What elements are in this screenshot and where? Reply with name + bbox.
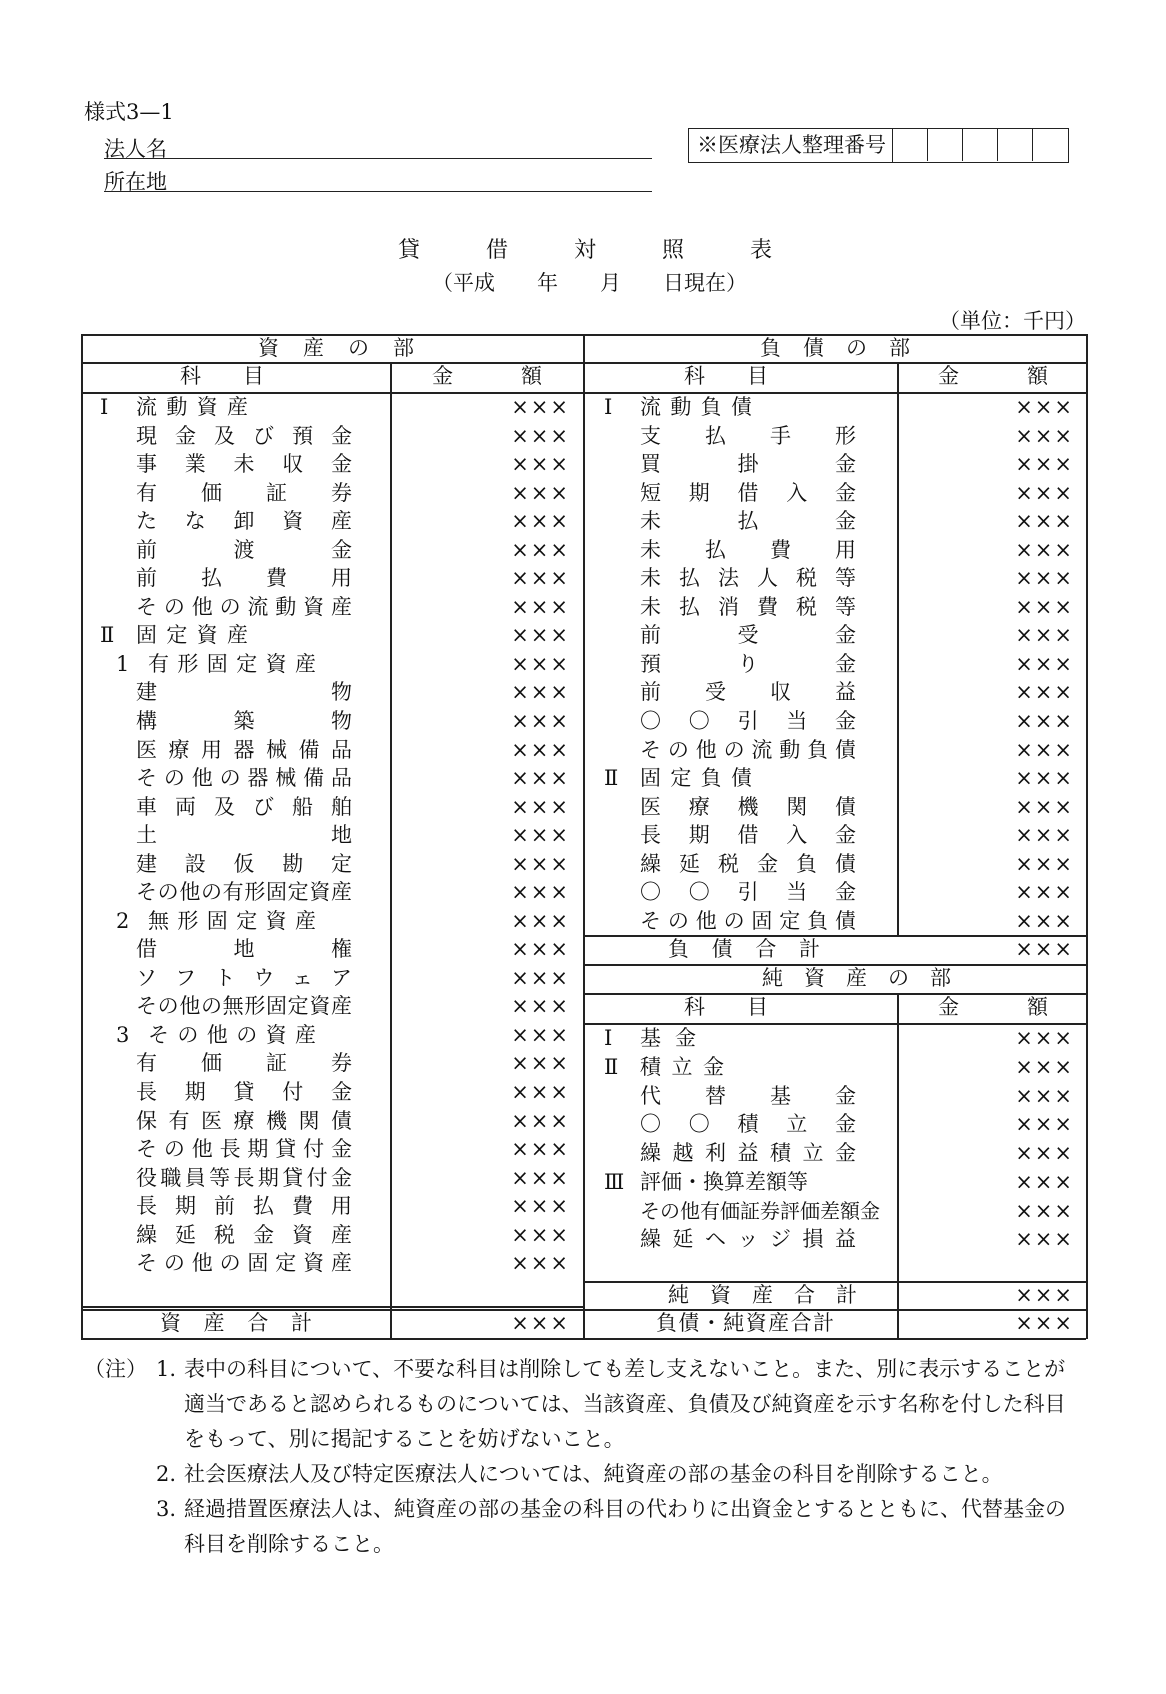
- account-item: 前渡金: [136, 537, 352, 562]
- item-number: Ⅱ: [604, 1055, 619, 1079]
- rule-line: [81, 334, 83, 1339]
- corp-name-field[interactable]: [104, 138, 652, 159]
- account-item: 前払費用: [136, 566, 352, 591]
- account-item: 構築物: [136, 708, 352, 733]
- rule-line: [897, 993, 899, 1339]
- amount-value[interactable]: ×××: [1015, 708, 1074, 733]
- amount-value[interactable]: ×××: [511, 594, 570, 619]
- amount-value[interactable]: ×××: [1015, 509, 1074, 534]
- account-item: その他の器械備品: [136, 766, 352, 791]
- amount-value[interactable]: ×××: [1015, 1055, 1074, 1079]
- amount-value[interactable]: ×××: [511, 423, 570, 448]
- item-number: Ⅱ: [604, 766, 619, 791]
- address-field[interactable]: [104, 171, 652, 192]
- amount-value[interactable]: ×××: [511, 1108, 570, 1133]
- page-title: 貸 借 対 照 表: [398, 238, 772, 263]
- amount-value[interactable]: ×××: [1015, 794, 1074, 819]
- amount-value[interactable]: ×××: [1015, 1112, 1074, 1137]
- amount-value[interactable]: ×××: [511, 509, 570, 534]
- amount-value[interactable]: ×××: [1015, 537, 1074, 562]
- amount-value[interactable]: ×××: [1015, 1198, 1074, 1223]
- account-item: 代替基金: [640, 1083, 856, 1108]
- account-item: 車両及び船舶: [136, 794, 352, 819]
- section-header: 負 債 の 部: [760, 336, 910, 360]
- amount-value[interactable]: ×××: [511, 851, 570, 876]
- account-item: 繰延税金資産: [136, 1222, 352, 1247]
- amount-value[interactable]: ×××: [1015, 680, 1074, 705]
- amount-value[interactable]: ×××: [511, 937, 570, 962]
- account-item: 借地権: [136, 937, 352, 962]
- item-number: Ⅰ: [604, 1026, 613, 1051]
- account-item: 繰越利益積立金: [640, 1141, 856, 1166]
- column-header: 科 目: [684, 995, 768, 1020]
- account-item: 評価・換算差額等: [640, 1169, 808, 1194]
- account-item: 繰延ヘッジ損益: [640, 1227, 856, 1252]
- note-text: 表中の科目について、不要な科目は削除しても差し支えないこと。また、別に表示することが適当であると認められるものについては、当該資産、負債及び純資産を示す名称を付した科目をもって、別に掲記することを妨げないこと。: [184, 1357, 1066, 1451]
- account-item: 建物: [136, 680, 352, 705]
- date-line: （平成 年 月 日現在）: [432, 271, 747, 295]
- amount-value[interactable]: ×××: [511, 452, 570, 477]
- account-item: 未払費用: [640, 537, 856, 562]
- rule-line: [1086, 334, 1088, 1339]
- column-header: 科 目: [684, 364, 768, 388]
- note-item: [84, 1457, 1084, 1492]
- amount-value[interactable]: ×××: [511, 1165, 570, 1190]
- account-item: その他の固定負債: [640, 908, 856, 933]
- amount-value[interactable]: ×××: [511, 1251, 570, 1276]
- account-item: 〇〇引当金: [640, 880, 856, 905]
- liab-net-total-label: 負債・純資産合計: [656, 1311, 834, 1335]
- amount-value[interactable]: ×××: [511, 794, 570, 819]
- amount-value[interactable]: ×××: [1015, 1283, 1074, 1307]
- corp-number-cell[interactable]: [963, 129, 998, 161]
- amount-value[interactable]: ×××: [1015, 1141, 1074, 1166]
- note-item: [84, 1492, 1084, 1562]
- unit-label: （単位：千円）: [939, 309, 1086, 333]
- notes: [84, 1352, 1084, 1562]
- amount-value[interactable]: ×××: [511, 537, 570, 562]
- rule-line: [390, 362, 392, 1339]
- amount-value[interactable]: ×××: [1015, 880, 1074, 905]
- account-item: その他の流動資産: [136, 594, 352, 619]
- rule-line: [81, 1306, 583, 1308]
- amount-value[interactable]: ×××: [1015, 1169, 1074, 1194]
- amount-value[interactable]: ×××: [511, 680, 570, 705]
- account-item: 役職員等長期貸付金: [136, 1165, 352, 1190]
- amount-value[interactable]: ×××: [511, 1022, 570, 1047]
- account-item: その他の流動負債: [640, 737, 856, 762]
- section-header: 純 資 産 の 部: [762, 966, 951, 991]
- amount-value[interactable]: ×××: [1015, 851, 1074, 876]
- amount-value[interactable]: ×××: [1015, 651, 1074, 676]
- section-header: 資 産 の 部: [258, 336, 414, 360]
- note-item: [84, 1352, 1084, 1457]
- account-item: 未払金: [640, 509, 856, 534]
- account-item: 長期借入金: [640, 823, 856, 848]
- column-header: 金 額: [432, 364, 542, 388]
- item-number: 3: [116, 1022, 130, 1047]
- account-item: その他の固定資産: [136, 1251, 352, 1276]
- account-item: 預り金: [640, 651, 856, 676]
- corp-number-cell[interactable]: [928, 129, 963, 161]
- amount-value[interactable]: ×××: [511, 965, 570, 990]
- corp-number-cell[interactable]: [998, 129, 1033, 161]
- note-number: 3.: [156, 1497, 177, 1521]
- account-item: 無形固定資産: [148, 908, 316, 933]
- account-item: その他の無形固定資産: [136, 994, 352, 1019]
- amount-value[interactable]: ×××: [511, 1080, 570, 1104]
- column-header: 金 額: [938, 995, 1048, 1020]
- account-item: その他の有形固定資産: [136, 880, 352, 905]
- amount-value[interactable]: ×××: [1015, 594, 1074, 619]
- account-item: 有価証券: [136, 480, 352, 505]
- amount-value[interactable]: ×××: [511, 480, 570, 505]
- account-item: 前受収益: [640, 680, 856, 705]
- account-item: その他長期貸付金: [136, 1137, 352, 1162]
- column-header: 金 額: [938, 364, 1048, 388]
- account-item: 未払消費税等: [640, 594, 856, 619]
- account-item: 長期貸付金: [136, 1080, 352, 1104]
- note-number: 1.: [156, 1357, 177, 1381]
- amount-value[interactable]: ×××: [511, 566, 570, 591]
- amount-value[interactable]: ×××: [1015, 623, 1074, 648]
- amount-value[interactable]: ×××: [1015, 395, 1074, 419]
- item-number: Ⅲ: [604, 1169, 625, 1194]
- amount-value[interactable]: ×××: [511, 1194, 570, 1219]
- assets-total-label: 資 産 合 計: [160, 1311, 312, 1335]
- account-item: 土地: [136, 823, 352, 848]
- account-item: 支払手形: [640, 423, 856, 448]
- amount-value[interactable]: ×××: [511, 708, 570, 733]
- amount-value[interactable]: ×××: [511, 737, 570, 762]
- amount-value[interactable]: ×××: [1015, 737, 1074, 762]
- account-item: 未払法人税等: [640, 566, 856, 591]
- note-number: 2.: [156, 1462, 177, 1486]
- item-number: 2: [116, 908, 130, 933]
- amount-value[interactable]: ×××: [511, 908, 570, 933]
- corp-name-label: 法人名: [104, 137, 167, 161]
- account-item: 積立金: [640, 1055, 724, 1079]
- rule-line: [583, 334, 585, 1339]
- item-number: Ⅰ: [100, 395, 109, 419]
- amount-value[interactable]: ×××: [511, 1051, 570, 1076]
- account-item: ソフトウェア: [136, 965, 352, 990]
- amount-value[interactable]: ×××: [1015, 1026, 1074, 1051]
- amount-value[interactable]: ×××: [511, 651, 570, 676]
- amount-value[interactable]: ×××: [1015, 1083, 1074, 1108]
- net-assets-total-label: 純 資 産 合 計: [668, 1283, 857, 1307]
- amount-value[interactable]: ×××: [1015, 452, 1074, 477]
- corp-number-cell[interactable]: [893, 129, 928, 161]
- account-item: 医療用器械備品: [136, 737, 352, 762]
- account-item: 固定負債: [640, 766, 752, 791]
- amount-value[interactable]: ×××: [1015, 937, 1074, 962]
- account-item: 繰延税金負債: [640, 851, 856, 876]
- amount-value[interactable]: ×××: [1015, 480, 1074, 505]
- account-item: 有形固定資産: [148, 651, 316, 676]
- account-item: 基金: [640, 1026, 696, 1051]
- account-item: 流動負債: [640, 395, 752, 419]
- account-item: 保有医療機関債: [136, 1108, 352, 1133]
- amount-value[interactable]: ×××: [511, 880, 570, 905]
- amount-value[interactable]: ×××: [511, 766, 570, 791]
- amount-value[interactable]: ×××: [1015, 766, 1074, 791]
- amount-value[interactable]: ×××: [1015, 1227, 1074, 1252]
- amount-value[interactable]: ×××: [511, 623, 570, 648]
- address-label: 所在地: [104, 170, 167, 194]
- account-item: その他有価証券評価差額金: [640, 1198, 880, 1223]
- account-item: 事業未収金: [136, 452, 352, 477]
- account-item: 現金及び預金: [136, 423, 352, 448]
- account-item: 流動資産: [136, 395, 248, 419]
- account-item: 〇〇積立金: [640, 1112, 856, 1137]
- amount-value[interactable]: ×××: [1015, 908, 1074, 933]
- liabilities-total-label: 負 債 合 計: [668, 937, 820, 962]
- amount-value[interactable]: ×××: [511, 1137, 570, 1162]
- amount-value[interactable]: ×××: [1015, 566, 1074, 591]
- corp-number-label: ※医療法人整理番号: [689, 129, 893, 162]
- amount-value[interactable]: ×××: [1015, 823, 1074, 848]
- amount-value[interactable]: ×××: [511, 823, 570, 848]
- account-item: 短期借入金: [640, 480, 856, 505]
- account-item: 有価証券: [136, 1051, 352, 1076]
- notes-head: （注）: [84, 1357, 147, 1381]
- account-item: 医療機関債: [640, 794, 856, 819]
- note-text: 経過措置医療法人は、純資産の部の基金の科目の代わりに出資金とするとともに、代替基金の科目を削除すること。: [184, 1497, 1066, 1556]
- account-item: 買掛金: [640, 452, 856, 477]
- note-text: 社会医療法人及び特定医療法人については、純資産の部の基金の科目を削除すること。: [184, 1462, 1003, 1486]
- amount-value[interactable]: ×××: [511, 1311, 570, 1335]
- amount-value[interactable]: ×××: [1015, 423, 1074, 448]
- amount-value[interactable]: ×××: [511, 994, 570, 1019]
- amount-value[interactable]: ×××: [1015, 1311, 1074, 1335]
- corp-number-cell[interactable]: [1033, 129, 1068, 161]
- item-number: Ⅱ: [100, 623, 115, 648]
- amount-value[interactable]: ×××: [511, 395, 570, 419]
- item-number: Ⅰ: [604, 395, 613, 419]
- corp-number-box: [688, 128, 1069, 163]
- item-number: 1: [116, 651, 130, 676]
- column-header: 科 目: [180, 364, 264, 388]
- rule-line: [897, 362, 899, 935]
- account-item: 〇〇引当金: [640, 708, 856, 733]
- account-item: その他の資産: [148, 1022, 316, 1047]
- form-id: 様式3—1: [84, 100, 174, 124]
- account-item: 固定資産: [136, 623, 248, 648]
- account-item: たな卸資産: [136, 509, 352, 534]
- amount-value[interactable]: ×××: [511, 1222, 570, 1247]
- account-item: 前受金: [640, 623, 856, 648]
- account-item: 長期前払費用: [136, 1194, 352, 1219]
- account-item: 建設仮勘定: [136, 851, 352, 876]
